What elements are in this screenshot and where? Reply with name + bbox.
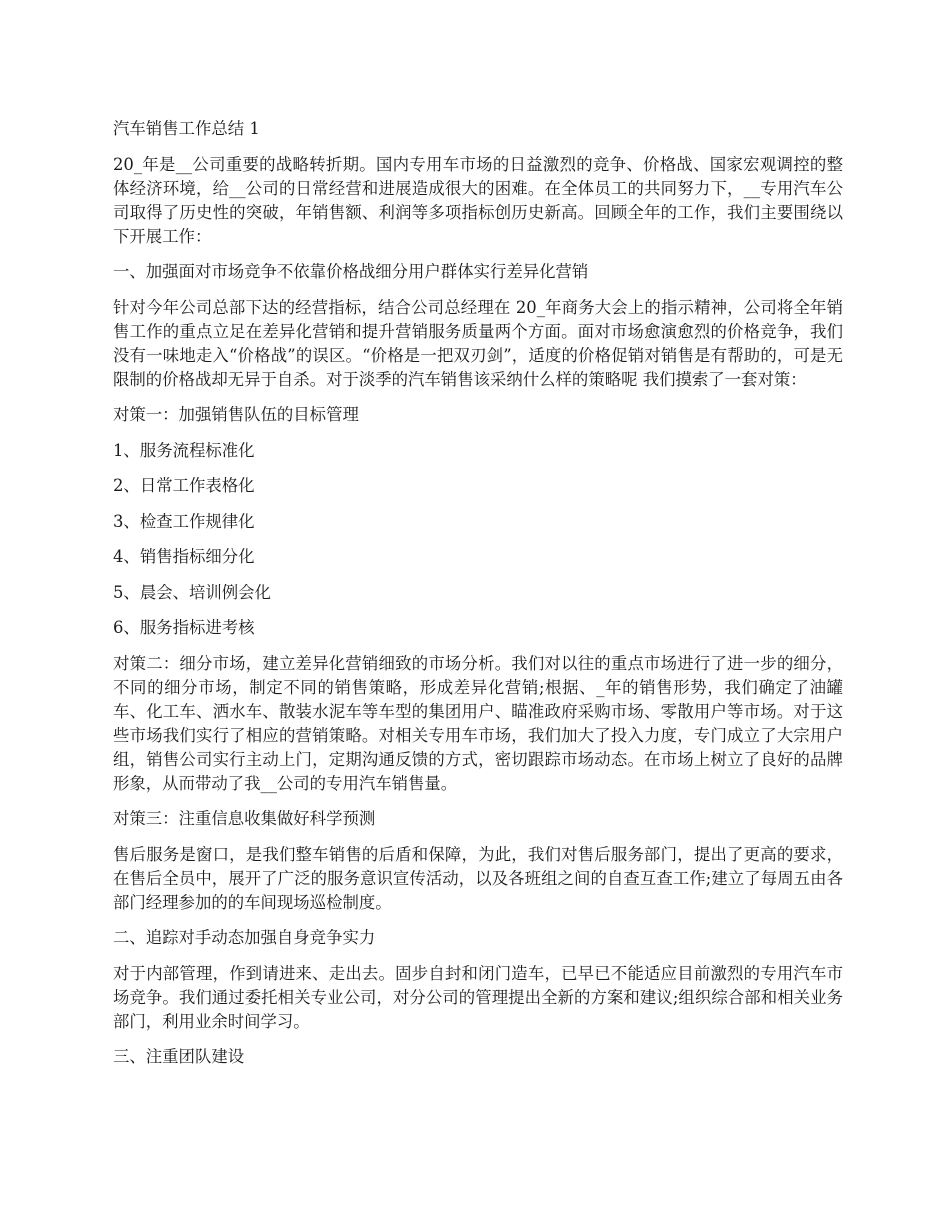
document-body bbox=[113, 117, 843, 1081]
paragraph-after-sales: 售后服务是窗口，是我们整车销售的后盾和保障，为此，我们对售后服务部门，提出了更高的要求，在售后全员中，展开了广泛的服务意识宣传活动，以及各班组之间的自查互查工作;建立了每周五由各部门经理参加的的车间现场巡检制度。 bbox=[113, 844, 843, 912]
section-heading-2: 二、追踪对手动态加强自身竞争实力 bbox=[113, 928, 376, 947]
section-heading-3: 三、注重团队建设 bbox=[113, 1047, 245, 1066]
list-item: 1、服务流程标准化 bbox=[113, 440, 255, 460]
paragraph-strategy-2: 对策二：细分市场，建立差异化营销细致的市场分析。我们对以往的重点市场进行了进一步的细分，不同的细分市场，制定不同的销售策略，形成差异化营销;根据、_年的销售形势，我们确定了油罐车、化工车、洒水车、散装水泥车等车型的集团用户、瞄准政府采购市场、零散用户等市场。对于这些市场我们实行了相应的营销策略。对相关专用车市场，我们加大了投入力度，专门成立了大宗用户组，销售公司实行主动上门，定期沟通反馈的方式，密切跟踪市场动态。在市场上树立了良好的品牌形象，从而带动了我__公司的专用汽车销售量。 bbox=[113, 653, 843, 793]
list-item: 3、检查工作规律化 bbox=[113, 511, 255, 531]
list-item: 2、日常工作表格化 bbox=[113, 476, 255, 495]
list-item: 5、晨会、培训例会化 bbox=[113, 582, 271, 602]
list-item: 4、销售指标细分化 bbox=[113, 547, 255, 566]
section-heading-1: 一、加强面对市场竞争不依靠价格战细分用户群体实行差异化营销 bbox=[113, 262, 589, 281]
paragraph-intro: 20_年是__公司重要的战略转折期。国内专用车市场的日益激烈的竞争、价格战、国家宏观调控的整体经济环境，给__公司的日常经营和进展造成很大的困难。在全体员工的共同努力下，__专用汽车公司取得了历史性的突破，年销售额、利润等多项指标创历史新高。回顾全年的工作，我们主要围绕以下开展工作： bbox=[113, 154, 843, 246]
paragraph-internal-management: 对于内部管理，作到请进来、走出去。固步自封和闭门造车，已早已不能适应目前激烈的专用汽车市场竞争。我们通过委托相关专业公司，对分公司的管理提出全新的方案和建议;组织综合部和相关业务部门，利用业余时间学习。 bbox=[113, 963, 843, 1031]
document-title: 汽车销售工作总结 1 bbox=[113, 119, 260, 138]
strategy-heading-1: 对策一：加强销售队伍的目标管理 bbox=[113, 405, 359, 424]
strategy-heading-3: 对策三：注重信息收集做好科学预测 bbox=[113, 809, 376, 828]
list-item: 6、服务指标进考核 bbox=[113, 618, 255, 637]
paragraph-strategy: 针对今年公司总部下达的经营指标，结合公司总经理在 20_年商务大会上的指示精神，公司将全年销售工作的重点立足在差异化营销和提升营销服务质量两个方面。面对市场愈演愈烈的价格竞争，我们没有一味地走入“价格战”的误区。“价格是一把双刃剑”，适度的价格促销对销售是有帮助的，可是无限制的价格战却无异于自杀。对于淡季的汽车销售该采纳什么样的策略呢 我们摸索了一套对策： bbox=[113, 297, 843, 389]
